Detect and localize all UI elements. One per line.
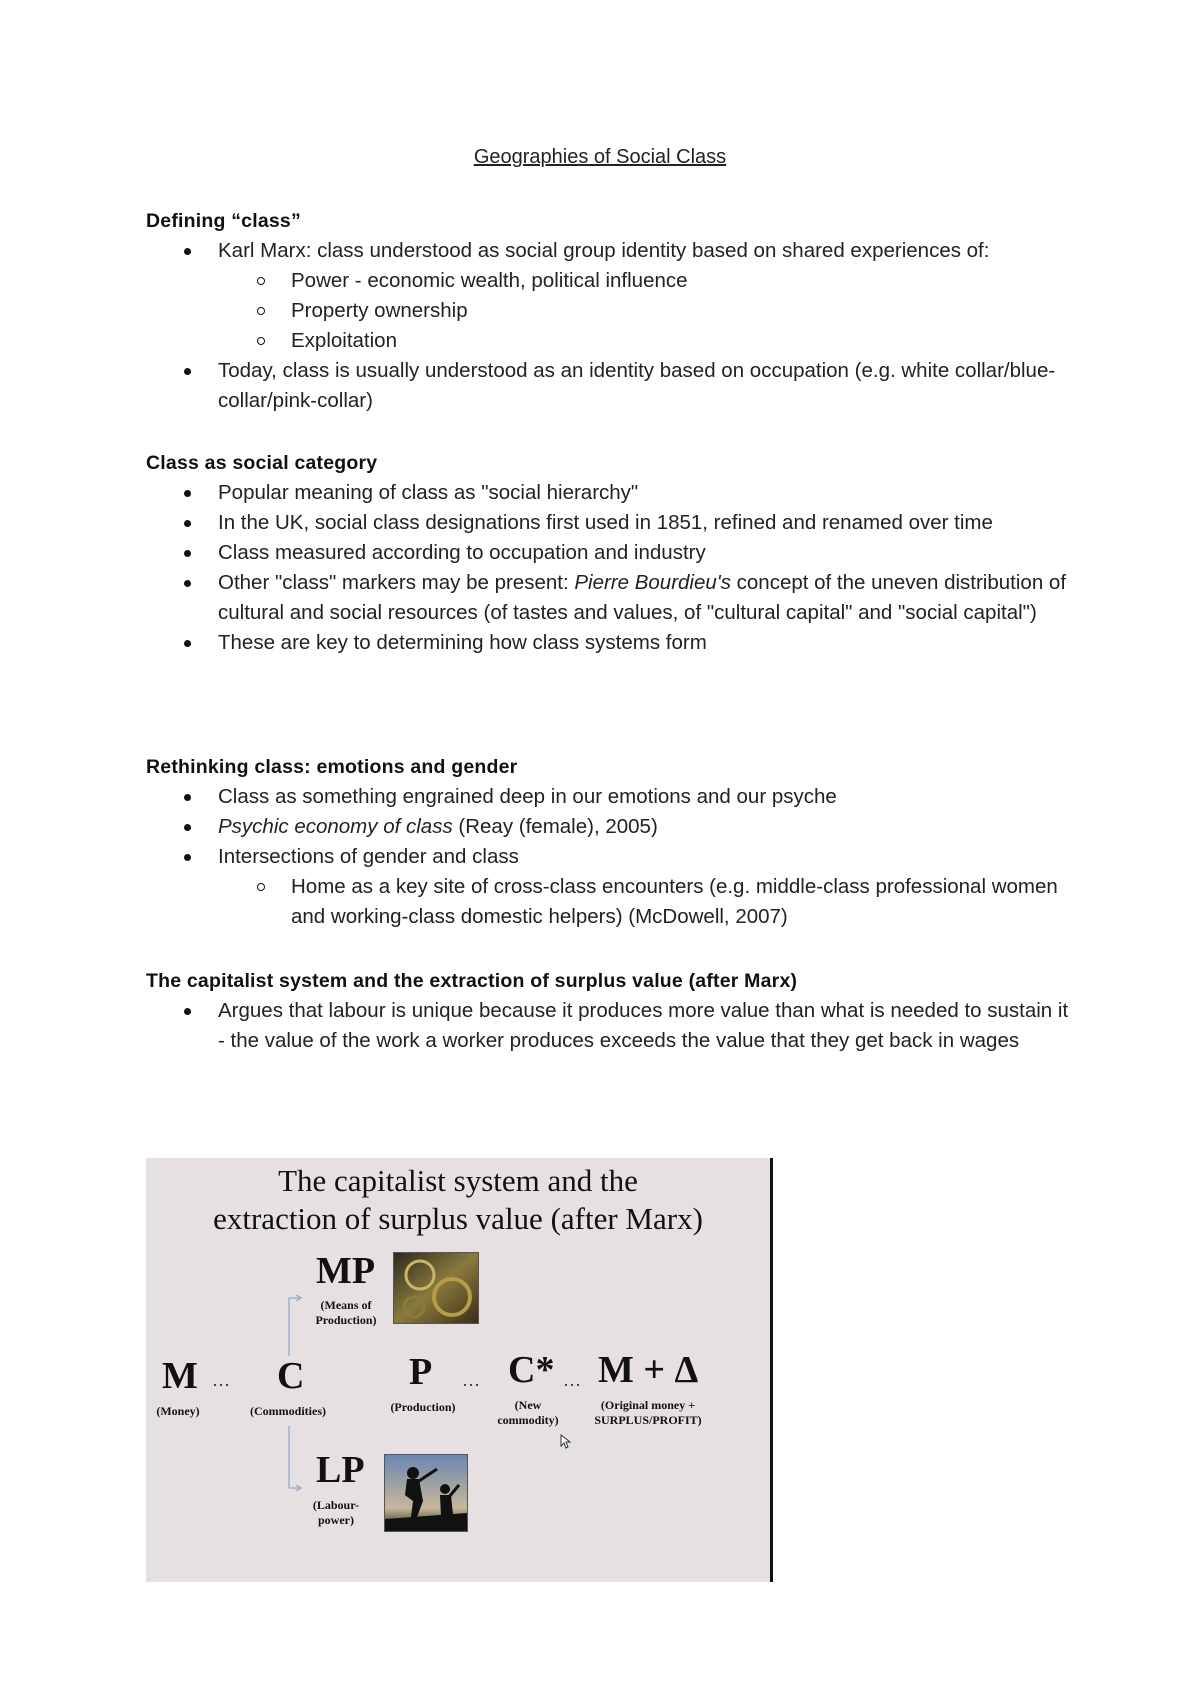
embedded-slide-image <box>146 1158 773 1582</box>
workers-silhouette-image <box>384 1454 468 1532</box>
mouse-cursor-icon <box>560 1434 572 1450</box>
list-item <box>146 996 1076 1056</box>
commodities-symbol: C <box>277 1355 305 1397</box>
hollow-bullet-icon <box>257 277 265 285</box>
hollow-bullet-icon <box>257 337 265 345</box>
list-item <box>146 478 1076 508</box>
ellipsis: … <box>462 1370 480 1390</box>
sub-list-item-text: Exploitation <box>291 329 397 352</box>
list-item-text: Karl Marx: class understood as social group identity based on shared experiences of: <box>218 239 990 262</box>
list-item <box>146 508 1076 538</box>
slide-title-line: The capitalist system and the <box>278 1163 638 1198</box>
new-commodity-label <box>486 1398 570 1428</box>
italic-text: Psychic economy of class <box>218 815 453 838</box>
ellipsis: … <box>563 1370 581 1390</box>
list-item <box>146 538 1076 568</box>
section-heading: Rethinking class: emotions and gender <box>146 756 518 778</box>
bullet-list <box>146 782 1076 932</box>
sub-list-item <box>146 266 1076 296</box>
ellipsis: … <box>212 1370 230 1390</box>
list-item-text: In the UK, social class designations first used in 1851, refined and renamed over time <box>218 511 993 534</box>
list-item-text: Class measured according to occupation and industry <box>218 541 706 564</box>
sub-list-item-text: Property ownership <box>291 299 468 322</box>
list-item-text: Intersections of gender and class <box>218 845 519 868</box>
section-heading: Class as social category <box>146 452 378 474</box>
section-class-social-category <box>146 448 1076 658</box>
bullet-icon <box>184 520 191 527</box>
sub-list-item-text: Home as a key site of cross-class encounters (e.g. middle-class professional women and working-class domestic helpers) (McDowell, 2007) <box>291 875 1058 928</box>
list-item-text: Popular meaning of class as "social hierarchy" <box>218 481 639 504</box>
bullet-icon <box>184 550 191 557</box>
list-item-text: These are key to determining how class systems form <box>218 631 707 654</box>
bullet-icon <box>184 368 191 375</box>
list-item-text: (Reay (female), 2005) <box>452 815 658 838</box>
bullet-icon <box>184 248 191 255</box>
list-item-text: Today, class is usually understood as an identity based on occupation (e.g. white collar/blue-collar/pink-collar) <box>218 359 1056 412</box>
production-symbol: P <box>409 1351 433 1393</box>
list-item <box>146 842 1076 872</box>
machinery-gears-image <box>393 1252 479 1324</box>
section-defining-class <box>146 206 1076 416</box>
mp-label <box>296 1298 396 1328</box>
list-item <box>146 812 1076 842</box>
bullet-icon <box>184 640 191 647</box>
labour-power-label-line: power) <box>318 1513 354 1527</box>
bullet-list <box>146 236 1076 416</box>
mp-label-line: Production) <box>315 1313 377 1327</box>
section-heading: The capitalist system and the extraction of surplus value (after Marx) <box>146 970 798 992</box>
hollow-bullet-icon <box>257 883 265 891</box>
sub-list-item-text: Power - economic wealth, political influence <box>291 269 688 292</box>
section-heading: Defining “class” <box>146 210 301 232</box>
money-plus-delta-symbol: M + Δ <box>598 1349 699 1391</box>
list-item <box>146 782 1076 812</box>
hollow-bullet-icon <box>257 307 265 315</box>
money-label: (Money) <box>156 1404 200 1418</box>
bullet-icon <box>184 854 191 861</box>
sub-list-item <box>146 296 1076 326</box>
new-commodity-label-line: (New <box>514 1398 542 1412</box>
commodities-label: (Commodities) <box>250 1404 326 1418</box>
labour-power-label-line: (Labour- <box>312 1498 360 1512</box>
money-plus-delta-label-line: SURPLUS/PROFIT) <box>594 1413 702 1427</box>
labour-power-symbol: LP <box>316 1449 365 1491</box>
sub-list-item <box>146 872 1076 932</box>
labour-power-label <box>296 1498 376 1528</box>
list-item <box>146 236 1076 266</box>
money-plus-delta-label <box>586 1398 710 1428</box>
production-label: (Production) <box>390 1400 456 1414</box>
section-capitalist-system <box>146 966 1076 1056</box>
slide-title-line: extraction of surplus value (after Marx) <box>213 1201 703 1236</box>
list-item-text: Class as something engrained deep in our emotions and our psyche <box>218 785 837 808</box>
mp-symbol: MP <box>316 1250 376 1292</box>
new-commodity-label-line: commodity) <box>497 1413 559 1427</box>
italic-text: Pierre Bourdieu's <box>574 571 731 594</box>
bullet-icon <box>184 1008 191 1015</box>
money-plus-delta-label-line: (Original money + <box>600 1398 696 1412</box>
bullet-icon <box>184 580 191 587</box>
list-item <box>146 628 1076 658</box>
new-commodity-symbol: C* <box>508 1349 555 1391</box>
bullet-list <box>146 996 1076 1056</box>
bullet-list <box>146 478 1076 658</box>
list-item-text: concept of the uneven distribution of cultural and social resources (of tastes and values, of "cultural capital" and "social capital") <box>218 571 1067 624</box>
bullet-icon <box>184 824 191 831</box>
list-item <box>146 356 1076 416</box>
mp-label-line: (Means of <box>320 1298 372 1312</box>
sub-list-item <box>146 326 1076 356</box>
bullet-icon <box>184 794 191 801</box>
list-item-text: Other "class" markers may be present: <box>218 571 575 594</box>
section-rethinking-class <box>146 752 1076 932</box>
bullet-icon <box>184 490 191 497</box>
list-item-text: Argues that labour is unique because it produces more value than what is needed to sustain it - the value of the work a worker produces exceeds the value that they get back in wages <box>218 999 1069 1052</box>
document-title: Geographies of Social Class <box>473 146 727 168</box>
list-item <box>146 568 1076 628</box>
money-symbol: M <box>162 1355 198 1397</box>
